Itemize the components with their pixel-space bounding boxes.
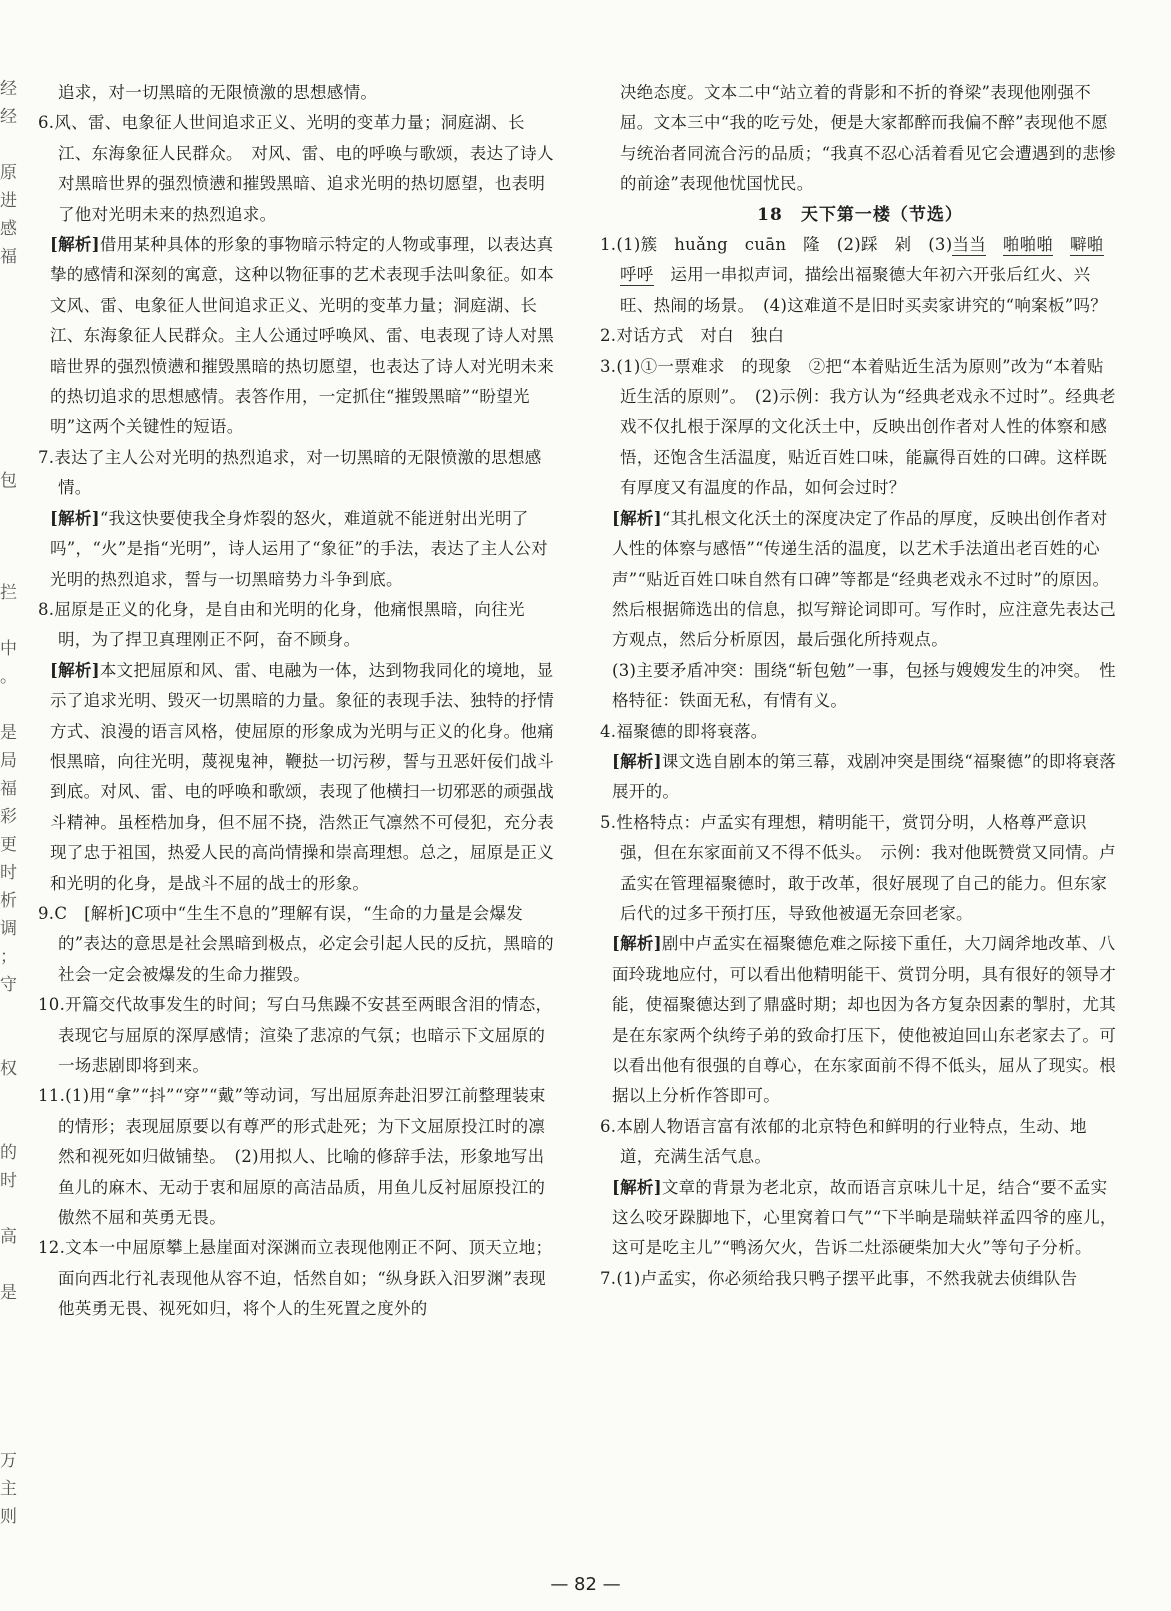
answer-item: 7.(1)卢孟实，你必须给我只鸭子摆平此事，不然我就去侦缉队告 bbox=[600, 1268, 1078, 1288]
underlined-word: 当当 bbox=[952, 235, 987, 255]
margin-glyph: 主 bbox=[0, 1479, 17, 1499]
margin-glyph bbox=[0, 546, 16, 574]
analysis-paragraph bbox=[600, 747, 1120, 808]
margin-glyph: 守 bbox=[0, 975, 17, 995]
section-title: 18 天下第一楼（节选） bbox=[757, 204, 963, 225]
margin-glyph bbox=[0, 1246, 16, 1274]
margin-glyph: 更 bbox=[0, 835, 17, 855]
analysis-paragraph bbox=[600, 929, 1120, 1111]
margin-glyph: 彩 bbox=[0, 807, 17, 827]
answer-item: 8.屈原是正义的化身，是自由和光明的化身，他痛恨黑暗，向往光明，为了捍卫真理刚正不阿，奋不顾身。 bbox=[38, 599, 525, 650]
margin-glyph bbox=[0, 602, 16, 630]
margin-glyph: 是 bbox=[0, 1283, 17, 1303]
answer-text: 1.(1)簇 huǎng cuān 隆 (2)踩 剁 (3) bbox=[600, 235, 953, 255]
answer-item: 5.性格特点：卢孟实有理想，精明能干，赏罚分明，人格尊严意识强，但在东家面前又不得不低头。 示例：我对他既赞赏又同情。卢孟实在管理福聚德时，敢于改革，很好展现了自己的能力。但东家后代的过多干预打压，导致他被逼无奈回老家。 bbox=[600, 812, 1116, 923]
margin-glyph: 时 bbox=[0, 863, 17, 883]
margin-glyph: 高 bbox=[0, 1227, 17, 1247]
margin-glyph bbox=[0, 1190, 16, 1218]
margin-glyph: 原 bbox=[0, 163, 17, 183]
answer-item: 6.风、雷、电象征人世间追求正义、光明的变革力量；洞庭湖、长江、东海象征人民群众。 对风、雷、电的呼唤与歌颂，表达了诗人对黑暗世界的强烈愤懑和摧毁黑暗、追求光明的热切愿望，也表明了他对光明未来的热烈追求。 bbox=[38, 113, 554, 224]
margin-glyph: 经 bbox=[0, 107, 17, 127]
margin-glyph: 经 bbox=[0, 79, 17, 99]
margin-glyph: 调 bbox=[0, 919, 17, 939]
page-number: — 82 — bbox=[550, 1574, 621, 1595]
margin-glyph bbox=[0, 350, 16, 378]
margin-glyph: 的 bbox=[0, 1143, 17, 1163]
answer-item bbox=[600, 230, 1120, 321]
answer-item: 3.(1)①一票难求 的现象 ②把“本着贴近生活为原则”改为“本着贴近生活的原则”。 (2)示例：我方认为“经典老戏永不过时”。经典老戏不仅扎根于深厚的文化沃土中，反映出创作者对人性的体察和感悟，还饱含生活温度，贴近百姓口味，能赢得百姓的口碑。这样既有厚度又有温度的作品，如何会过时？ bbox=[600, 356, 1116, 498]
analysis-text: 借用某种具体的形象的事物暗示特定的人物或事理，以表达真挚的感情和深刻的寓意，这种以物征事的艺术表现手法叫象征。如本文风、雷、电象征人世间追求正义、光明的变革力量；洞庭湖、长江、东海象征人民群众。主人公通过呼唤风、雷、电表现了诗人对黑暗世界的强烈愤懑和摧毁黑暗的热切愿望，也表达了诗人对光明未来的热切追求的思想感情。表答作用，一定抓住“摧毁黑暗”“盼望光明”这两个关键性的短语。 bbox=[50, 235, 554, 437]
analysis-text: 文章的背景为老北京，故而语言京味儿十足，结合“要不孟实这么咬牙跺脚地下，心里窝着口气”“下半晌是瑞蚨祥孟四爷的座儿，这可是吃主儿”“鸭汤欠火，告诉二灶添硬柴加大火”等句子分析。 bbox=[612, 1177, 1117, 1258]
margin-glyph bbox=[0, 434, 16, 462]
answer-text: 运用一串拟声词，描绘出福聚德大年初六开张后红火、兴旺、热闹的场景。 (4)这难道不是旧时买卖家讲究的“响案板”吗？ bbox=[620, 265, 1108, 315]
continued-text: 追求，对一切黑暗的无限愤激的思想感情。 bbox=[58, 83, 378, 102]
answer-text bbox=[1053, 235, 1070, 254]
answer-item: 2.对话方式 对白 独白 bbox=[600, 326, 785, 346]
margin-glyph bbox=[0, 518, 16, 546]
analysis-tag: [ 解析 ] bbox=[612, 934, 662, 953]
margin-glyph bbox=[0, 1106, 16, 1134]
underlined-word: 呼呼 bbox=[620, 265, 654, 285]
left-margin-bleed-text bbox=[0, 70, 17, 1527]
margin-glyph: ； bbox=[0, 947, 17, 967]
underlined-word: 啪啪啪 bbox=[1002, 235, 1054, 255]
answer-item: 6.本剧人物语言富有浓郁的北京特色和鲜明的行业特点，生动、地道，充满生活气息。 bbox=[600, 1116, 1087, 1167]
analysis-paragraph bbox=[38, 230, 558, 443]
margin-glyph: 权 bbox=[0, 1059, 17, 1079]
answer-item: 9.C [解析]C项中“生生不息的”理解有误，“生命的力量是会爆发的”表达的意思是社会黑暗到极点，必定会引起人民的反抗，黑暗的社会一定会被爆发的生命力摧毁。 bbox=[38, 903, 554, 984]
continued-text: 决绝态度。文本二中“站立着的背影和不折的脊梁”表现他刚强不屈。文本三中“我的吃亏处，便是大家都醉而我偏不醉”表现他不愿与统治者同流合污的品质；“我真不忍心活着看见它会遭遇到的悲惨的前途”表现他忧国忧民。 bbox=[620, 83, 1116, 194]
margin-glyph: 包 bbox=[0, 471, 17, 491]
margin-glyph bbox=[0, 1386, 16, 1414]
margin-glyph bbox=[0, 1414, 16, 1442]
margin-glyph: 中 bbox=[0, 639, 17, 659]
margin-glyph: 析 bbox=[0, 891, 17, 911]
analysis-paragraph bbox=[38, 504, 558, 595]
answer-item: 7.表达了主人公对光明的热烈追求，对一切黑暗的无限愤激的思想感情。 bbox=[38, 447, 542, 498]
margin-glyph bbox=[0, 490, 16, 518]
answer-item: 10.开篇交代故事发生的时间；写白马焦躁不安甚至两眼含泪的情态，表现它与屈原的深厚感情；渲染了悲凉的气氛；也暗示下文屈原的一场悲剧即将到来。 bbox=[38, 995, 553, 1075]
analysis-text: 剧中卢孟实在福聚德危难之际接下重任，大刀阔斧地改革、八面玲珑地应付，可以看出他精明能干、赏罚分明，具有很好的领导才能，使福聚德达到了鼎盛时期；却也因为各方复杂因素的掣肘，尤其是在东家两个纨绔子弟的致命打压下，使他被迫回山东老家去了。可以看出他有很强的自尊心，在东家面前不得不低头，屈从了现实。根据以上分析作答即可。 bbox=[612, 934, 1116, 1106]
margin-glyph: 局 bbox=[0, 751, 17, 771]
analysis-tag: [ 解析 ] bbox=[612, 752, 662, 771]
answer-item: 12.文本一中屈原攀上悬崖面对深渊而立表现他刚正不阿、顶天立地；面向西北行礼表现他从容不迫，恬然自如；“纵身跃入汨罗渊”表现他英勇无畏、视死如归，将个人的生死置之度外的 bbox=[38, 1238, 553, 1319]
margin-glyph: 拦 bbox=[0, 583, 17, 603]
analysis-text: 课文选自剧本的第三幕，戏剧冲突是围绕“福聚德”的即将衰落展开的。 bbox=[612, 751, 1117, 802]
margin-glyph bbox=[0, 1330, 16, 1358]
analysis-text: “其扎根文化沃土的深度决定了作品的厚度，反映出创作者对人性的体察与感悟”“传递生活的温度，以艺术手法道出老百姓的心声”“贴近百姓口味自然有口碑”等都是“经典老戏永不过时”的原因。然后根据筛选出的信息，拟写辩论词即可。写作时，应注意先表达己方观点，然后分析原因，最后强化所持观点。 bbox=[612, 508, 1116, 650]
answer-text bbox=[1104, 235, 1121, 254]
analysis-text: 本文把屈原和风、雷、电融为一体，达到物我同化的境地，显示了追求光明、毁灭一切黑暗的力量。象征的表现手法、独特的抒情方式、浪漫的语言风格，使屈原的形象成为光明与正义的化身。他痛恨黑暗，向往光明，蔑视鬼神，鞭挞一切污秽，誓与丑恶奸佞们战斗到底。对风、雷、电的呼唤和歌颂，表现了他横扫一切邪恶的顽强战斗精神。虽桎梏加身，但不屈不挠，浩然正气凛然不可侵犯，充分表现了忠于祖国，热爱人民的高尚情操和崇高理想。总之，屈原是正义和光明的化身，是战斗不屈的战士的形象。 bbox=[50, 660, 554, 893]
right-column bbox=[600, 78, 1120, 1294]
underlined-word: 噼啪 bbox=[1070, 235, 1104, 255]
margin-glyph: 福 bbox=[0, 247, 17, 267]
margin-glyph bbox=[0, 686, 16, 714]
analysis-paragraph bbox=[600, 504, 1120, 656]
margin-glyph bbox=[0, 1078, 16, 1106]
margin-glyph bbox=[0, 322, 16, 350]
analysis-tag: [ 解析 ] bbox=[612, 1178, 662, 1197]
margin-glyph bbox=[0, 378, 16, 406]
left-column bbox=[38, 78, 558, 1325]
answer-text bbox=[986, 235, 1003, 254]
margin-glyph: 。 bbox=[0, 667, 17, 687]
analysis-paragraph bbox=[600, 1173, 1120, 1264]
margin-glyph: 万 bbox=[0, 1451, 17, 1471]
answer-item: 11.(1)用“拿”“抖”“穿”“戴”等动词，写出屈原奔赴汨罗江前整理装束的情形；表现屈原要以有尊严的形式赴死；为下文屈原投江时的凛然和视死如归做铺垫。 (2)用拟人、比喻的修辞手法，形象地写出鱼儿的麻木、无动于衷和屈原的高洁品质，用鱼儿反衬屈原投江的傲然不屈和英勇无畏。 bbox=[38, 1086, 546, 1228]
margin-glyph: 是 bbox=[0, 723, 17, 743]
margin-glyph bbox=[0, 266, 16, 294]
margin-glyph: 则 bbox=[0, 1507, 17, 1527]
margin-glyph: 福 bbox=[0, 779, 17, 799]
margin-glyph bbox=[0, 1302, 16, 1330]
analysis-text: “我这快要使我全身炸裂的怒火，难道就不能迸射出光明了吗”，“火”是指“光明”，诗人运用了“象征”的手法，表达了主人公对光明的热烈追求，誓与一切黑暗势力斗争到底。 bbox=[50, 508, 548, 589]
margin-glyph: 进 bbox=[0, 191, 17, 211]
margin-glyph bbox=[0, 294, 16, 322]
margin-glyph bbox=[0, 1022, 16, 1050]
answer-item: (3)主要矛盾冲突：围绕“斩包勉”一事，包拯与嫂嫂发生的冲突。 性格特征：铁面无私，有情有义。 bbox=[612, 660, 1116, 711]
analysis-tag: [ 解析 ] bbox=[50, 661, 100, 680]
analysis-tag: [ 解析 ] bbox=[50, 235, 100, 254]
margin-glyph bbox=[0, 1358, 16, 1386]
analysis-tag: [ 解析 ] bbox=[612, 509, 662, 528]
margin-glyph bbox=[0, 126, 16, 154]
analysis-tag: [ 解析 ] bbox=[50, 509, 100, 528]
margin-glyph: 时 bbox=[0, 1171, 17, 1191]
margin-glyph bbox=[0, 994, 16, 1022]
margin-glyph bbox=[0, 406, 16, 434]
answer-item: 4.福聚德的即将衰落。 bbox=[600, 721, 768, 741]
analysis-paragraph bbox=[38, 656, 558, 899]
margin-glyph: 感 bbox=[0, 219, 17, 239]
